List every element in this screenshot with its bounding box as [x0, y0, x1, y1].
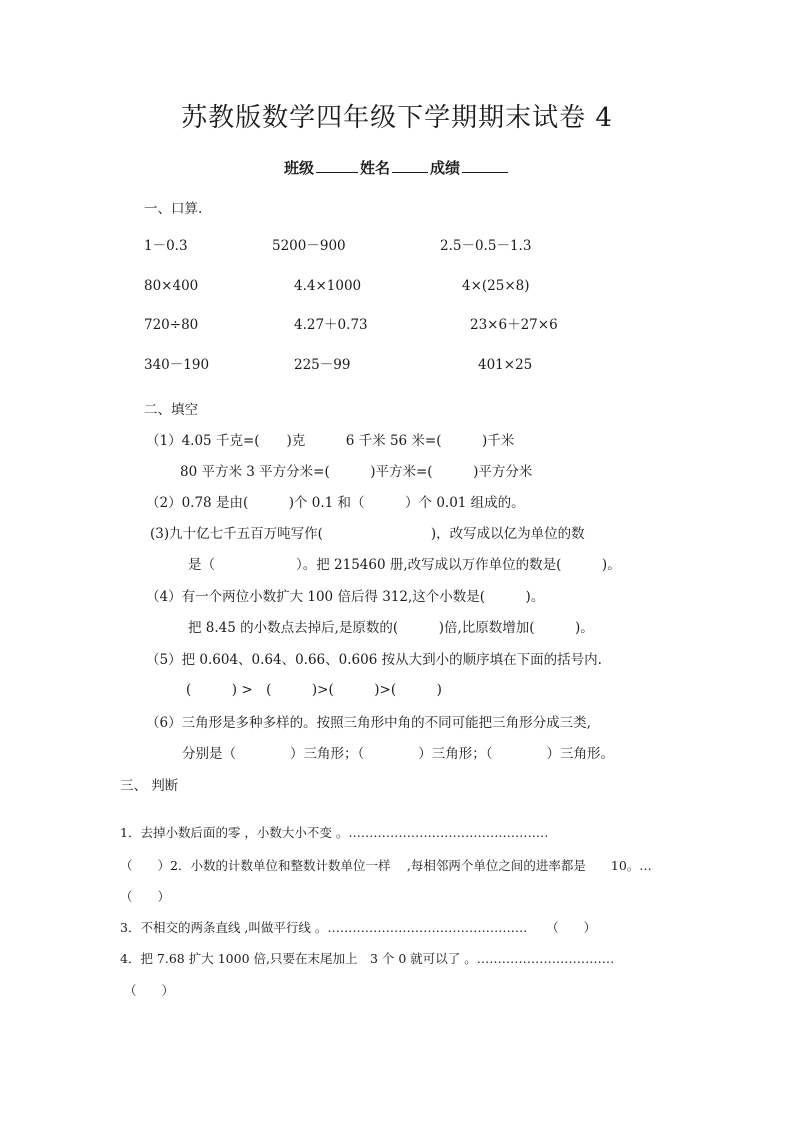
name-blank	[392, 158, 428, 173]
calc-item: 340－190	[144, 357, 210, 373]
calc-item: 1－0.3	[144, 238, 188, 254]
calc-item: 80×400	[144, 278, 199, 294]
calc-item: 4.27＋0.73	[294, 317, 368, 333]
calc-item: 401×25	[478, 357, 533, 373]
calc-item: 4×(25×8)	[462, 278, 530, 294]
calc-item: 4.4×1000	[294, 278, 362, 294]
section-3-heading: 三、 判断	[120, 778, 179, 794]
page-title: 苏教版数学四年级下学期期末试卷 4	[181, 103, 613, 133]
judge-line: 1．去掉小数后面的零 ，小数大小不变 。…………………………………………	[120, 825, 549, 840]
judge-line: 3．不相交的两条直线 ,叫做平行线 。………………………………………… （ ）	[120, 920, 597, 935]
fill-blank-line: 分别是（ ）三角形；（ ）三角形；（ ）三角形。	[182, 746, 614, 762]
section-1-heading: 一、口算.	[144, 201, 203, 217]
class-blank	[316, 158, 358, 173]
fill-blank-line: (3)九十亿七千五百万吨写作( )，改写成以亿为单位的数	[150, 526, 585, 542]
fill-blank-line: ( ) > ( )>( )>( )	[186, 682, 442, 698]
name-label: 姓名	[359, 159, 390, 177]
calc-item: 2.5－0.5－1.3	[440, 238, 532, 254]
score-label: 成绩	[430, 159, 461, 177]
calc-item: 720÷80	[144, 317, 199, 333]
judge-line: 4．把 7.68 扩大 1000 倍,只要在末尾加上 3 个 0 就可以了 。……………………………	[120, 951, 615, 966]
fill-blank-line: （4）有一个两位小数扩大 100 倍后得 312,这个小数是( )。	[146, 589, 545, 605]
fill-blank-line: （2）0.78 是由( )个 0.1 和（ ）个 0.01 组成的。	[146, 495, 525, 511]
judge-line: （ ）2．小数的计数单位和整数计数单位一样 ,每相邻两个单位之间的进率都是 10。…	[120, 858, 652, 873]
student-info-line	[0, 158, 794, 178]
fill-blank-line: 把 8.45 的小数点去掉后,是原数的( )倍,比原数增加( )。	[188, 620, 594, 636]
fill-blank-line: 80 平方米 3 平方分米=( )平方米=( )平方分米	[180, 464, 533, 480]
calc-item: 225－99	[294, 357, 351, 373]
calc-item: 5200－900	[272, 238, 346, 254]
fill-blank-line: 是（ ）。把 215460 册,改写成以万作单位的数是( )。	[188, 557, 621, 573]
class-label: 班级	[283, 159, 314, 177]
judge-line: （ ）	[120, 889, 171, 904]
fill-blank-line: （1）4.05 千克=( )克 6 千米 56 米=( )千米	[146, 433, 515, 449]
section-2-heading: 二、填空	[144, 402, 198, 418]
fill-blank-line: （6）三角形是多种多样的。按照三角形中角的不同可能把三角形分成三类,	[146, 715, 591, 731]
judge-line: （ ）	[124, 983, 175, 998]
calc-item: 23×6＋27×6	[470, 317, 558, 333]
fill-blank-line: （5）把 0.604、0.64、0.66、0.606 按从大到小的顺序填在下面的括号内.	[146, 652, 602, 668]
score-blank	[462, 158, 508, 173]
